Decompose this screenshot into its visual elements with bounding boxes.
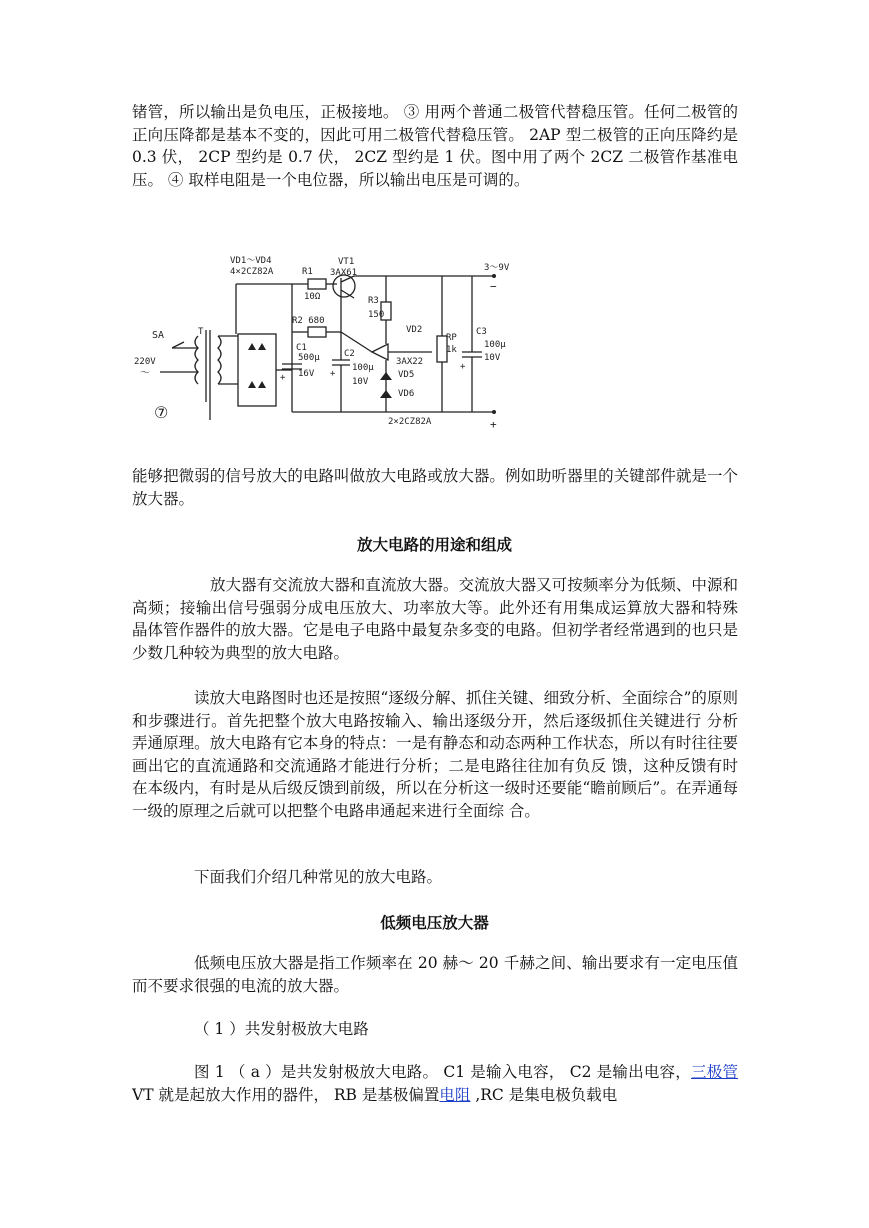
label-rp: RP [446, 333, 457, 343]
link-resistor[interactable]: 电阻 [439, 1085, 471, 1104]
transistor-vt1 [333, 275, 355, 297]
label-c2-val1: 100μ [352, 363, 374, 373]
diode-vd1 [248, 343, 256, 350]
diode-vd4 [258, 381, 266, 388]
label-c1-val1: 500μ [298, 353, 320, 363]
label-vt1-spec: 3AX61 [330, 268, 358, 278]
label-vd5: VD5 [398, 370, 415, 380]
label-r1-val: 10Ω [304, 292, 321, 302]
heading-lowfreq-amplifier: 低频电压放大器 [380, 914, 489, 932]
label-t: T [198, 327, 204, 337]
label-vd2-spec: 3AX22 [396, 357, 424, 367]
label-bottom-spec: 2×2CZ82A [388, 417, 432, 427]
label-c2: C2 [344, 349, 355, 359]
diode-vd6 [380, 390, 392, 398]
ce-text-a: 图 1 （ a ）是共发射极放大电路。 C1 是输入电容， C2 是输出电容， [194, 1063, 692, 1081]
regulator-circuit-diagram [132, 252, 512, 432]
label-vd6: VD6 [398, 389, 415, 399]
label-output-voltage: 3～9V [484, 263, 510, 273]
label-minus: − [490, 280, 497, 293]
label-vt1: VT1 [338, 257, 355, 267]
diode-vd3 [248, 381, 256, 388]
resistor-r1 [308, 279, 326, 289]
heading-amplifier-uses: 放大电路的用途和组成 [356, 536, 512, 554]
label-vd: VD1～VD4 [230, 256, 272, 266]
terminal-top [492, 274, 496, 278]
paragraph-lowfreq-definition: 低频电压放大器是指工作频率在 20 赫～ 20 千赫之间、输出要求有一定电压值而不要求很强的电流的放大器。 [132, 954, 738, 995]
label-sa: SA [152, 330, 165, 341]
diode-vd2-bridge [258, 343, 266, 350]
transformer-primary [195, 336, 198, 384]
label-220v: 220V [134, 357, 156, 367]
terminal-bottom [492, 410, 496, 414]
paragraph-amplifier-types: 放大器有交流放大器和直流放大器。交流放大器又可按频率分为低频、中源和高频；接输出信号强弱分成电压放大、功率放大等。此外还有用集成运算放大器和特殊 晶体管作器件的放大器。它是电子电路中最复杂多变的电路。但初学者经常遇到的也只是少数几种较为典型的放大电路。 [132, 576, 738, 662]
paragraph-diode-reference: 锗管，所以输出是负电压，正极接地。 ③ 用两个普通二极管代替稳压管。任何二极管的正向压降都是基本不变的，因此可用二极管代替稳压管。 2AP 型二极管的正向压降约是 0.3 伏， 2CP 型约是 0.7 伏， 2CZ 型约是 1 伏。图中用了两个 2CZ 二极管作基准电压。 ④ 取样电阻是一个电位器，所以输出电压是可调的。 [132, 103, 738, 189]
transformer-secondary [218, 336, 221, 384]
diode-vd5 [380, 372, 392, 380]
ce-text-b: VT 就是起放大作用的器件， RB 是基极偏置 [132, 1085, 440, 1104]
paragraph-section-ce: （ 1 ）共发射极放大电路 [194, 1020, 369, 1038]
label-c1-val2: 16V [298, 369, 315, 379]
label-c2-val2: 10V [352, 377, 369, 387]
label-r1: R1 [302, 267, 313, 277]
label-vd-spec: 4×2CZ82A [230, 267, 274, 277]
paragraph-common-circuits: 下面我们介绍几种常见的放大电路。 [194, 868, 443, 886]
switch-sa [172, 342, 184, 348]
ce-text-c: ,RC 是集电极负载电 [470, 1085, 618, 1104]
label-r2: R2 680 [292, 316, 325, 326]
transistor-vd2 [372, 344, 388, 360]
paragraph-amplifier-intro: 能够把微弱的信号放大的电路叫做放大电路或放大器。例如助听器里的关键部件就是一个放大器。 [132, 467, 738, 508]
label-r3-val: 150 [368, 310, 385, 320]
label-c3-plus: + [460, 362, 466, 372]
label-vd2: VD2 [406, 325, 423, 335]
label-c2-plus: + [330, 369, 336, 379]
resistor-r2 [308, 327, 326, 337]
label-c3-val1: 100μ [484, 340, 506, 350]
label-plus: + [490, 418, 497, 431]
label-c3: C3 [476, 327, 487, 337]
label-r3: R3 [368, 296, 379, 306]
label-rp-val: 1k [446, 345, 457, 355]
label-c1-plus: + [280, 373, 286, 383]
label-ac-tilde: ～ [140, 368, 150, 379]
label-c1: C1 [296, 343, 307, 353]
label-c3-val2: 10V [484, 353, 501, 363]
link-transistor[interactable]: 三极管 [691, 1063, 738, 1081]
figure-number: ⑦ [154, 403, 169, 422]
paragraph-reading-method: 读放大电路图时也还是按照“逐级分解、抓住关键、细致分析、全面综合”的原则和步骤进行。首先把整个放大电路按输入、输出逐级分开，然后逐级抓住关键进行 分析弄通原理。放大电路有它本身的特点：一是有静态和动态两种工作状态，所以有时往往要画出它的直流通路和交流通路才能进行分析；二是电路往往加有负反 馈，这种反馈有时在本级内，有时是从后级反馈到前级，所以在分析这一级时还要能“瞻前顾后”。在弄通每一级的原理之后就可以把整个电路串通起来进行全面综 合。 [132, 689, 738, 820]
paragraph-ce-description [132, 1061, 738, 1106]
bridge-rectifier [238, 334, 276, 406]
